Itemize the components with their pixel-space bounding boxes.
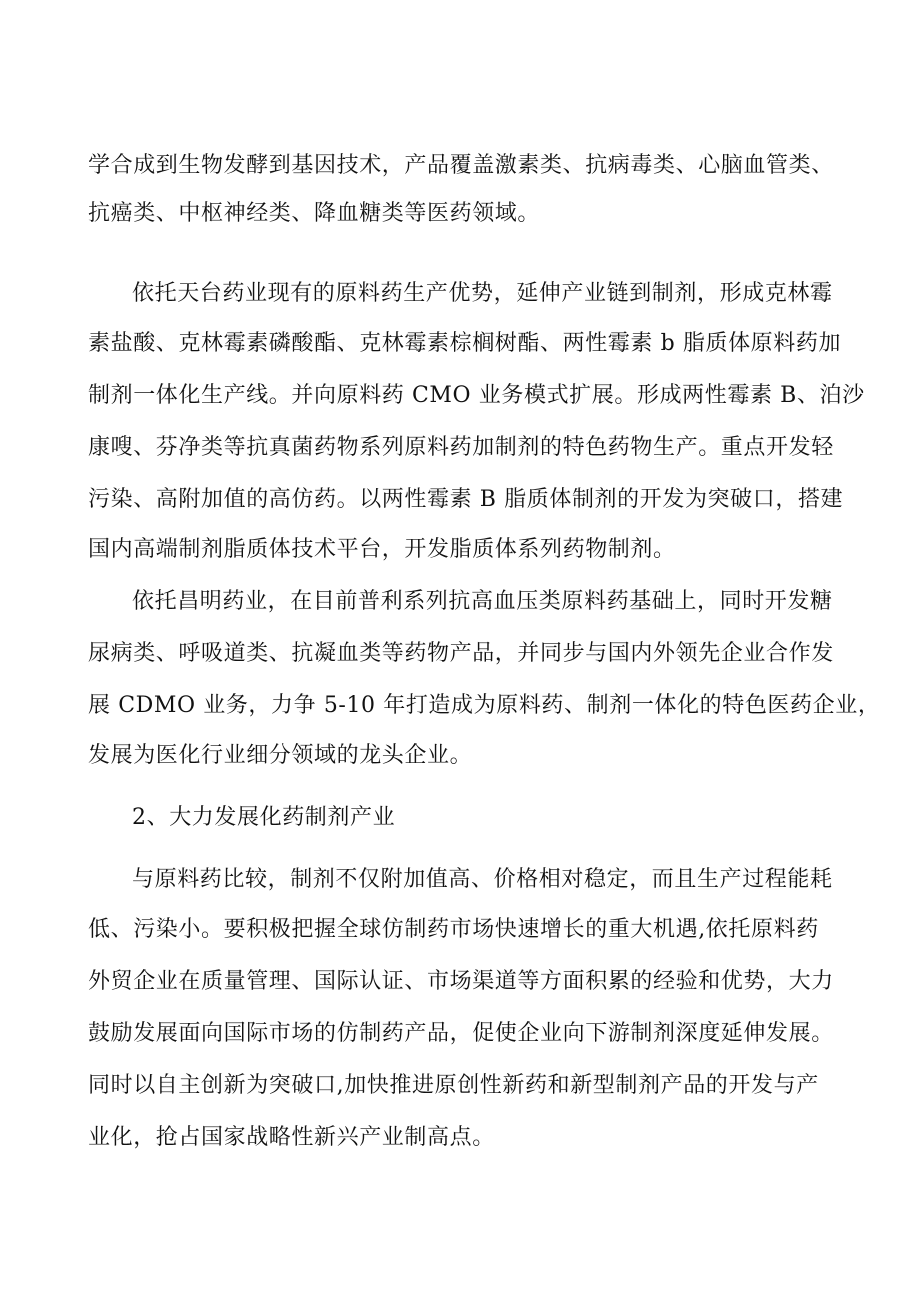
paragraph-1-line-1: 学合成到生物发酵到基因技术，产品覆盖激素类、抗病毒类、心脑血管类、 [88,153,834,178]
paragraph-3-line-2: 尿病类、呼吸道类、抗凝血类等药物产品，并同步与国内外领先企业合作发 [88,641,834,666]
section-heading: 2、大力发展化药制剂产业 [132,805,396,830]
paragraph-4-line-1: 与原料药比较，制剂不仅附加值高、价格相对稳定，而且生产过程能耗 [132,867,833,892]
paragraph-2-line-1: 依托天台药业现有的原料药生产优势，延伸产业链到制剂，形成克林霉 [132,281,833,306]
paragraph-1-line-2: 抗癌类、中枢神经类、降血糖类等医药领域。 [88,201,541,226]
paragraph-2-line-4: 康嗖、芬净类等抗真菌药物系列原料药加制剂的特色药物生产。重点开发轻 [88,435,834,460]
paragraph-2-line-3: 制剂一体化生产线。并向原料药 CMO 业务模式扩展。形成两性霉素 B、泊沙 [88,383,865,408]
paragraph-2-line-2: 素盐酸、克林霉素磷酸酯、克林霉素棕榈树酯、两性霉素 b 脂质体原料药加 [88,331,842,356]
paragraph-4-line-5: 同时以自主创新为突破口,加快推进原创性新药和新型制剂产品的开发与产 [88,1073,819,1098]
paragraph-2-line-5: 污染、高附加值的高仿药。以两性霉素 B 脂质体制剂的开发为突破口，搭建 [88,487,844,512]
paragraph-4-line-3: 外贸企业在质量管理、国际认证、市场渠道等方面积累的经验和优势，大力 [88,969,834,994]
paragraph-3-line-1: 依托昌明药业，在目前普利系列抗高血压类原料药基础上，同时开发糖 [132,589,833,614]
paragraph-4-line-6: 业化，抢占国家战略性新兴产业制高点。 [88,1125,495,1150]
paragraph-3-line-3: 展 CDMO 业务，力争 5-10 年打造成为原料药、制剂一体化的特色医药企业， [88,693,881,718]
paragraph-3-line-4: 发展为医化行业细分领域的龙头企业。 [88,743,473,768]
paragraph-2-line-6: 国内高端制剂脂质体技术平台，开发脂质体系列药物制剂。 [88,537,676,562]
paragraph-4-line-2: 低、污染小。要积极把握全球仿制药市场快速增长的重大机遇,依托原料药 [88,917,819,942]
paragraph-4-line-4: 鼓励发展面向国际市场的仿制药产品，促使企业向下游制剂深度延伸发展。 [88,1021,834,1046]
